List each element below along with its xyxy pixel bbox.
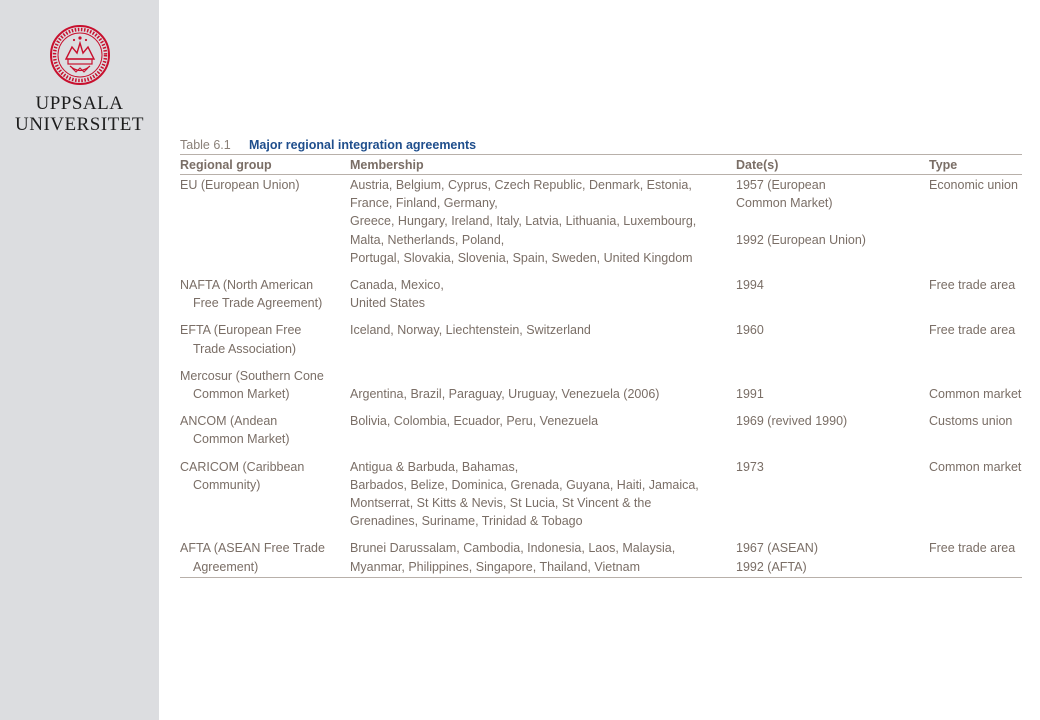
type-cell bbox=[929, 449, 1022, 531]
membership-line: Grenadines, Suriname, Trinidad & Tobago bbox=[350, 514, 583, 529]
group-cell bbox=[180, 449, 350, 531]
membership-cell bbox=[350, 449, 736, 531]
membership-line: Brunei Darussalam, Cambodia, Indonesia, Laos, Malaysia, bbox=[350, 541, 676, 556]
group-line: Common Market) bbox=[193, 432, 290, 447]
university-name-line1: UPPSALA bbox=[35, 93, 124, 114]
table-row bbox=[180, 403, 1022, 448]
date-line: 1957 (European bbox=[736, 178, 826, 192]
header-membership: Membership bbox=[350, 155, 736, 175]
table-row bbox=[180, 358, 1022, 403]
membership-line: Barbados, Belize, Dominica, Grenada, Guyana, Haiti, Jamaica, bbox=[350, 477, 699, 492]
date-line: Common Market) bbox=[736, 196, 833, 211]
date-line: 1967 (ASEAN) bbox=[736, 541, 818, 556]
group-line: CARICOM (Caribbean bbox=[180, 459, 305, 474]
table-caption bbox=[180, 136, 1022, 154]
header-regional-group: Regional group bbox=[180, 155, 350, 175]
group-line: Community) bbox=[193, 477, 261, 492]
group-line: Agreement) bbox=[193, 559, 259, 574]
table-title: Major regional integration agreements bbox=[249, 138, 477, 152]
table-row bbox=[180, 175, 1022, 268]
table-row bbox=[180, 530, 1022, 577]
membership-line: United States bbox=[350, 296, 426, 311]
membership-line: Myanmar, Philippines, Singapore, Thailand, Vietnam bbox=[350, 559, 640, 574]
integration-agreements-table bbox=[180, 154, 1022, 578]
table-header-row bbox=[180, 155, 1022, 175]
membership-cell bbox=[350, 530, 736, 577]
membership-line: Greece, Hungary, Ireland, Italy, Latvia, Lithuania, Luxembourg, bbox=[350, 214, 697, 229]
group-line: ANCOM (Andean bbox=[180, 414, 278, 429]
membership-cell bbox=[350, 358, 736, 403]
date-line: 1992 (European Union) bbox=[736, 232, 866, 247]
dates-cell bbox=[736, 530, 929, 577]
university-name-line2: UNIVERSITET bbox=[15, 114, 144, 135]
type-cell bbox=[929, 530, 1022, 577]
table-number: Table 6.1 bbox=[180, 138, 231, 152]
membership-line: Portugal, Slovakia, Slovenia, Spain, Sweden, United Kingdom bbox=[350, 250, 693, 265]
dates-cell bbox=[736, 358, 929, 403]
sidebar bbox=[0, 0, 159, 720]
group-line: EU (European Union) bbox=[180, 178, 300, 192]
membership-line: Canada, Mexico, bbox=[350, 278, 444, 293]
group-cell bbox=[180, 267, 350, 312]
dates-cell bbox=[736, 403, 929, 448]
table-row bbox=[180, 449, 1022, 531]
membership-line: Austria, Belgium, Cyprus, Czech Republic, Denmark, Estonia, bbox=[350, 178, 692, 192]
type-value: Economic union bbox=[929, 178, 1018, 192]
group-line: Common Market) bbox=[193, 387, 290, 402]
group-line: Trade Association) bbox=[193, 341, 297, 356]
type-cell bbox=[929, 267, 1022, 312]
dates-cell bbox=[736, 267, 929, 312]
type-value: Common market bbox=[929, 459, 1022, 474]
membership-line: Iceland, Norway, Liechtenstein, Switzerland bbox=[350, 323, 591, 338]
date-line: 1960 bbox=[736, 323, 764, 338]
type-value: Free trade area bbox=[929, 323, 1016, 338]
table-container bbox=[180, 136, 1022, 578]
header-type: Type bbox=[929, 155, 1022, 175]
membership-line: Montserrat, St Kitts & Nevis, St Lucia, St Vincent & the bbox=[350, 496, 652, 511]
group-line: EFTA (European Free bbox=[180, 323, 302, 338]
group-cell bbox=[180, 530, 350, 577]
type-cell bbox=[929, 403, 1022, 448]
membership-line: France, Finland, Germany, bbox=[350, 196, 498, 211]
type-value: Free trade area bbox=[929, 541, 1016, 556]
type-value: Customs union bbox=[929, 414, 1013, 429]
type-value: Free trade area bbox=[929, 278, 1016, 293]
group-cell bbox=[180, 358, 350, 403]
group-line: AFTA (ASEAN Free Trade bbox=[180, 541, 325, 556]
header-dates: Date(s) bbox=[736, 155, 929, 175]
membership-cell bbox=[350, 267, 736, 312]
group-cell bbox=[180, 175, 350, 268]
table-row bbox=[180, 267, 1022, 312]
group-line: Mercosur (Southern Cone bbox=[180, 368, 324, 383]
group-cell bbox=[180, 403, 350, 448]
membership-cell bbox=[350, 175, 736, 268]
group-line: Free Trade Agreement) bbox=[193, 296, 323, 311]
date-line: 1991 bbox=[736, 387, 764, 402]
table-row bbox=[180, 312, 1022, 357]
date-line: 1969 (revived 1990) bbox=[736, 414, 848, 429]
date-line: 1973 bbox=[736, 459, 764, 474]
group-cell bbox=[180, 312, 350, 357]
group-line: NAFTA (North American bbox=[180, 278, 314, 293]
dates-cell bbox=[736, 175, 929, 268]
type-cell bbox=[929, 312, 1022, 357]
dates-cell bbox=[736, 449, 929, 531]
type-cell bbox=[929, 175, 1022, 268]
membership-line: Argentina, Brazil, Paraguay, Uruguay, Venezuela (2006) bbox=[350, 387, 660, 402]
dates-cell bbox=[736, 312, 929, 357]
date-line: 1992 (AFTA) bbox=[736, 559, 807, 574]
membership-line: Antigua & Barbuda, Bahamas, bbox=[350, 459, 519, 474]
type-value: Common market bbox=[929, 387, 1022, 402]
membership-line: Bolivia, Colombia, Ecuador, Peru, Venezuela bbox=[350, 414, 599, 429]
membership-cell bbox=[350, 403, 736, 448]
date-line: 1994 bbox=[736, 278, 764, 293]
university-seal-logo bbox=[50, 25, 110, 85]
type-cell bbox=[929, 358, 1022, 403]
membership-line: Malta, Netherlands, Poland, bbox=[350, 232, 505, 247]
membership-cell bbox=[350, 312, 736, 357]
